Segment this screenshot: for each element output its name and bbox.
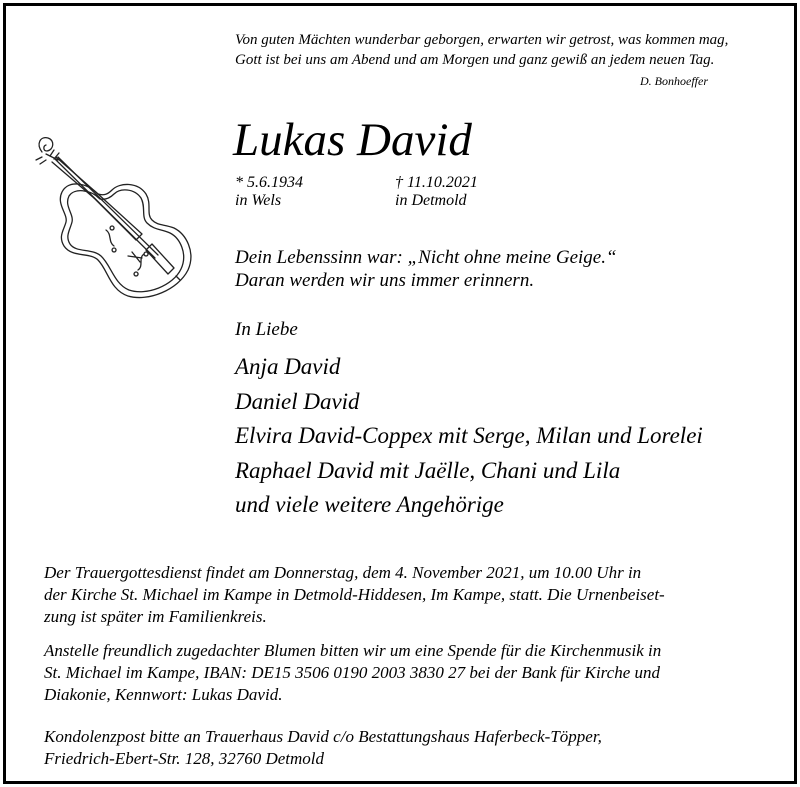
mourner-name: und viele weitere Angehörige: [235, 492, 504, 517]
death-place: in Detmold: [395, 192, 467, 209]
death-info: [395, 174, 478, 210]
bonhoeffer-quote: [235, 30, 760, 70]
deceased-name: Lukas David: [233, 114, 472, 166]
birth-info: [235, 174, 303, 210]
birth-date: * 5.6.1934: [235, 174, 303, 191]
condolence-notice: [44, 726, 762, 770]
notice-line: der Kirche St. Michael im Kampe in Detmold-Hiddesen, Im Kampe, statt. Die Urnenbeiset-: [44, 585, 665, 604]
mourners-intro: In Liebe: [235, 319, 298, 340]
mourner-name: Elvira David-Coppex mit Serge, Milan und Lorelei: [235, 423, 703, 448]
notice-line: Diakonie, Kennwort: Lukas David.: [44, 685, 283, 704]
notice-line: Friedrich-Ebert-Str. 128, 32760 Detmold: [44, 749, 324, 768]
birth-place: in Wels: [235, 192, 282, 209]
notice-line: zung ist später im Familienkreis.: [44, 607, 267, 626]
mourner-name: Anja David: [235, 354, 341, 379]
mourners-list: [235, 350, 703, 523]
mourner-name: Daniel David: [235, 388, 360, 414]
notice-line: Der Trauergottesdienst findet am Donnerstag, dem 4. November 2021, um 10.00 Uhr in: [44, 563, 642, 582]
motto: [235, 246, 617, 292]
quote-line: Gott ist bei uns am Abend und am Morgen und ganz gewiß an jedem neuen Tag.: [235, 52, 715, 68]
violin-icon: [28, 130, 208, 305]
death-date: † 11.10.2021: [395, 174, 478, 191]
mourner-name: Raphael David mit Jaëlle, Chani und Lila: [235, 457, 621, 483]
notice-line: St. Michael im Kampe, IBAN: DE15 3506 0190 2003 3830 27 bei der Bank für Kirche und: [44, 663, 661, 682]
quote-line: Von guten Mächten wunderbar geborgen, erwarten wir getrost, was kommen mag,: [235, 32, 729, 48]
donation-notice: [44, 640, 762, 706]
quote-author: D. Bonhoeffer: [640, 74, 708, 88]
motto-line: Dein Lebenssinn war: „Nicht ohne meine Geige.“: [235, 247, 617, 268]
service-notice: [44, 562, 762, 628]
motto-line: Daran werden wir uns immer erinnern.: [235, 270, 535, 291]
notice-line: Kondolenzpost bitte an Trauerhaus David c/o Bestattungshaus Haferbeck-Töpper,: [44, 727, 602, 746]
notice-line: Anstelle freundlich zugedachter Blumen bitten wir um eine Spende für die Kirchenmusik in: [44, 641, 662, 660]
